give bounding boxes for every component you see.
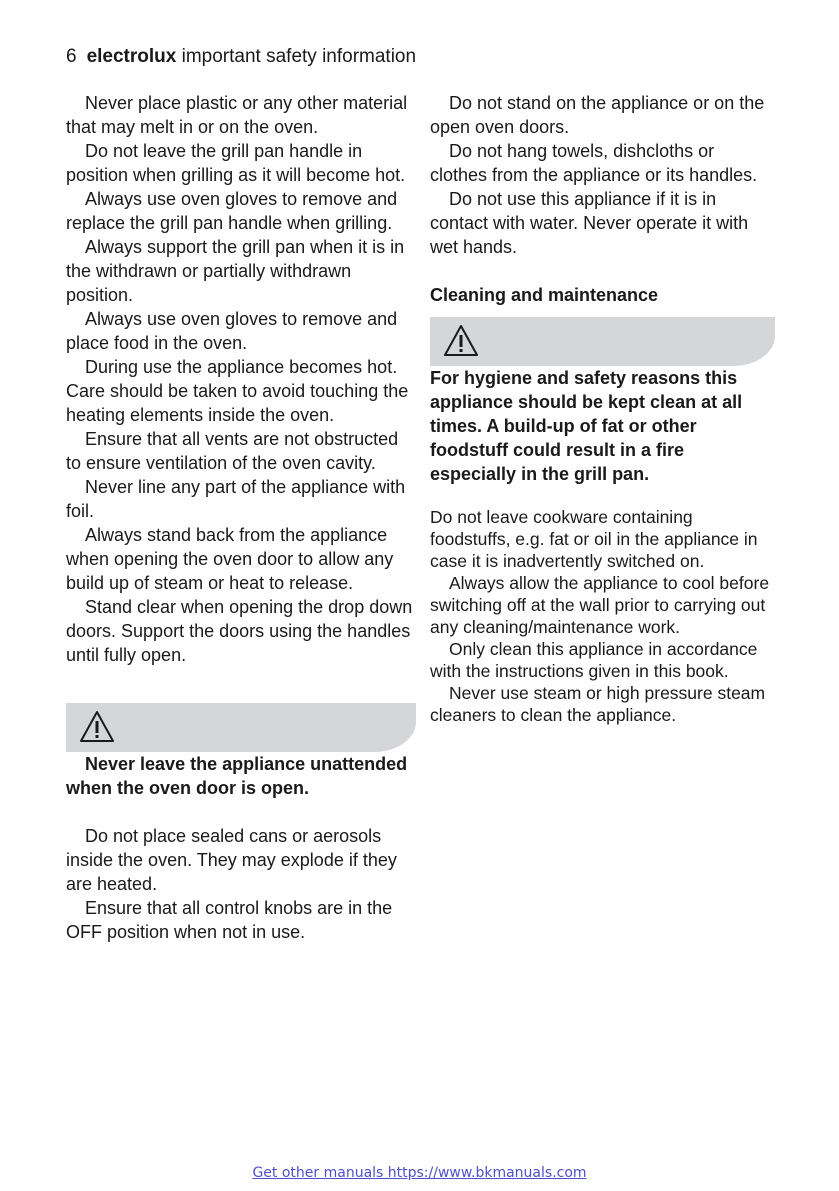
warning-triangle-icon	[78, 709, 116, 745]
left-para-3: Always use oven gloves to remove and replace the grill pan handle when grilling.	[66, 189, 398, 233]
left-para-2: Do not leave the grill pan handle in position when grilling as it will become hot.	[66, 141, 406, 185]
left-after-para-1: Do not place sealed cans or aerosols inside the oven. They may explode if they are heated.	[66, 826, 397, 894]
right-column	[430, 91, 775, 726]
right-para-2: Do not hang towels, dishcloths or clothes from the appliance or its handles.	[430, 141, 758, 185]
right-after-para-1: Do not leave cookware containing foodstuffs, e.g. fat or oil in the appliance in case it is inadvertently switched on.	[430, 507, 758, 571]
right-after-para-2: Always allow the appliance to cool before switching off at the wall prior to carrying out any cleaning/maintenance work.	[430, 573, 770, 637]
left-para-5: Always use oven gloves to remove and place food in the oven.	[66, 309, 398, 353]
section-title: important safety information	[181, 46, 417, 67]
left-para-9: Always stand back from the appliance when opening the oven door to allow any build up of steam or heat to release.	[66, 525, 394, 593]
section-heading: Cleaning and maintenance	[430, 285, 659, 305]
warning-text: For hygiene and safety reasons this appliance should be kept clean at all times. A build-up of fat or other foodstuff could result in a fire especially in the grill pan.	[430, 368, 743, 484]
left-after-para-2: Ensure that all control knobs are in the OFF position when not in use.	[66, 898, 393, 942]
right-after-para-4: Never use steam or high pressure steam cleaners to clean the appliance.	[430, 683, 766, 725]
right-after-para-3: Only clean this appliance in accordance with the instructions given in this book.	[430, 639, 758, 681]
right-para-3: Do not use this appliance if it is in contact with water. Never operate it with wet hands.	[430, 189, 749, 257]
warning-text: Never leave the appliance unattended when the oven door is open.	[66, 754, 408, 798]
manuals-link[interactable]: Get other manuals https://www.bkmanuals.com	[252, 1165, 587, 1181]
warning-triangle-icon	[442, 323, 480, 359]
warning-bar	[66, 703, 416, 752]
left-para-6: During use the appliance becomes hot. Care should be taken to avoid touching the heating elements inside the oven.	[66, 357, 409, 425]
left-para-8: Never line any part of the appliance with foil.	[66, 477, 406, 521]
page-number: 6	[66, 46, 77, 67]
left-para-1: Never place plastic or any other material that may melt in or on the oven.	[66, 93, 408, 137]
left-para-7: Ensure that all vents are not obstructed to ensure ventilation of the oven cavity.	[66, 429, 399, 473]
page-header	[66, 46, 416, 68]
brand-name: electrolux	[86, 46, 177, 67]
left-column	[66, 91, 416, 944]
cleaning-paragraphs	[430, 506, 775, 726]
warning-bar	[430, 317, 775, 366]
right-para-1: Do not stand on the appliance or on the open oven doors.	[430, 93, 765, 137]
left-para-10: Stand clear when opening the drop down doors. Support the doors using the handles until fully open.	[66, 597, 413, 665]
left-para-4: Always support the grill pan when it is in the withdrawn or partially withdrawn position.	[66, 237, 405, 305]
